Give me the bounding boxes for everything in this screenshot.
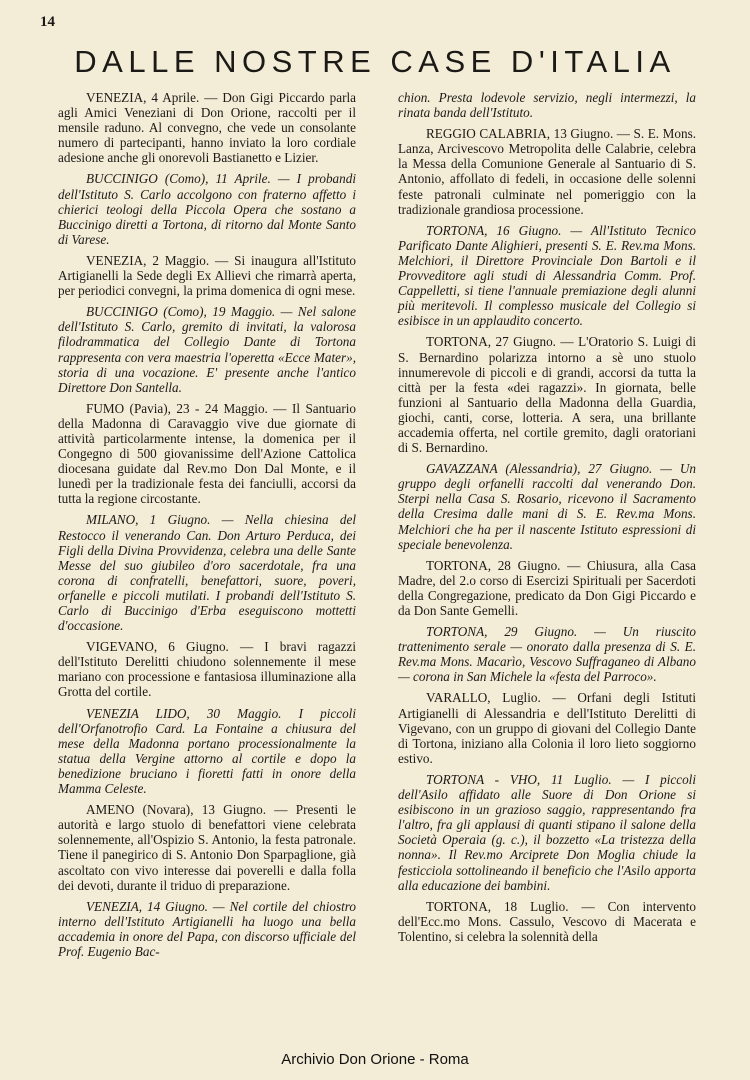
news-entry: TORTONA, 29 Giugno. — Un riuscito trattenimento serale — onorato dalla presenza di S. E. Rev.ma Mons. Macarìo, Vescovo Suffraganeo di Albano — corona in San Michele la «festa del Parroco».	[398, 624, 696, 685]
news-entry: TORTONA - VHO, 11 Luglio. — I piccoli dell'Asilo affidato alle Suore di Don Orione si esibiscono in un grazioso saggio, rappresentando fra l'altro, fra gli applausi di quanti stipano il salone della Società Operaia (g. c.), il bozzetto «La tristezza della nonna». Il Rev.mo Arciprete Don Moglia chiude la festicciola sottolineando il beneficio che l'Asilo apporta alla educazione dei bambini.	[398, 771, 696, 893]
archive-footer: Archivio Don Orione - Roma	[281, 1051, 469, 1068]
news-entry: BUCCINIGO (Como), 11 Aprile. — I probandi dell'Istituto S. Carlo accolgono con fraterno affetto i chierici teologi della Piccola Opera che sostano a Buccinigo diretti a Tortona, di ritorno dal Monte Santo di Varese.	[58, 171, 356, 247]
news-entry: VENEZIA, 4 Aprile. — Don Gigi Piccardo parla agli Amici Veneziani di Don Orione, raccolti per il mensile raduno. Al convegno, che vede un consolante numero di partecipanti, hanno inviato la loro cordiale adesione anche gli onorevoli Bastianetto e Lizier.	[58, 90, 356, 166]
news-entry: AMENO (Novara), 13 Giugno. — Presenti le autorità e largo stuolo di benefattori viene celebrata solennemente, all'Ospizio S. Antonio, la festa patronale. Tiene il panegirico di S. Antonio Don Sparpaglione, già ascoltato con vivo interesse dai poverelli e dalla folla dei devoti, durante il triduo di preparazione.	[58, 802, 356, 893]
news-entry: VENEZIA, 14 Giugno. — Nel cortile del chiostro interno dell'Istituto Artigianelli ha luogo una bella accademia in onore del Papa, con discorso ufficiale del Prof. Eugenio Bac-	[58, 898, 356, 959]
news-entry: MILANO, 1 Giugno. — Nella chiesina del Restocco il venerando Can. Don Arturo Perduca, dei Figli della Divina Provvidenza, celebra una delle Sante Messe del suo giubileo d'oro sacerdotale, fra una corona di confratelli, benefattori, suore, poveri, orfanelle e piccoli mutilati. I probandi dell'Istituto S. Carlo di Buccinigo d'Erba eseguiscono mottetti d'occasione.	[58, 512, 356, 634]
news-entry: TORTONA, 27 Giugno. — L'Oratorio S. Luigi di S. Bernardino polarizza intorno a sè uno stuolo innumerevole di piccoli e di grandi, accorsi da tutta la città per la festa «dei ragazzi». In giornata, belle funzioni al Santuario della Madonna della Guardia, giochi, canti, corse, lotteria. A sera, una brillante accademia offerta, nel cortile gremito, dagli oratoriani di S. Bernardino.	[398, 334, 696, 456]
news-entry: TORTONA, 28 Giugno. — Chiusura, alla Casa Madre, del 2.o corso di Esercizi Spirituali per Sacerdoti della Congregazione, predicato da Don Gigi Piccardo e da Don Sante Gemelli.	[398, 557, 696, 618]
right-column	[398, 90, 696, 950]
news-entry: GAVAZZANA (Alessandria), 27 Giugno. — Un gruppo degli orfanelli raccolti dal venerando Don. Sterpi nella Casa S. Rosario, ricevono il Sacramento della Cresima dalle mani di S. E. Rev.ma Mons. Melchiori che ha per il nascente Istituto espressioni di speciale benevolenza.	[398, 461, 696, 552]
news-entry: chion. Presta lodevole servizio, negli intermezzi, la rinata banda dell'Istituto.	[398, 90, 696, 121]
news-entry: VARALLO, Luglio. — Orfani degli Istituti Artigianelli di Alessandria e dell'Istituto Derelitti di Vigevano, con un gruppo di giovani del Collegio Dante di Tortona, iniziano alla Colonia il loro lieto soggiorno estivo.	[398, 690, 696, 766]
page-number: 14	[40, 14, 55, 30]
page-title: DALLE NOSTRE CASE D'ITALIA	[74, 44, 676, 79]
news-entry: REGGIO CALABRIA, 13 Giugno. — S. E. Mons. Lanza, Arcivescovo Metropolita delle Calabrie, celebra la Messa della Comunione Generale al Santuario di S. Antonio, affollato di fedeli, in occasione delle solenni feste patronali culminate nel pomeriggio con la tradizionale grandiosa processione.	[398, 126, 696, 217]
news-entry: VENEZIA, 2 Maggio. — Si inaugura all'Istituto Artigianelli la Sede degli Ex Allievi che rimarrà aperta, per periodici convegni, la prima domenica di ogni mese.	[58, 252, 356, 299]
left-column	[58, 90, 356, 965]
news-entry: TORTONA, 18 Luglio. — Con intervento dell'Ecc.mo Mons. Cassulo, Vescovo di Macerata e Tolentino, si celebra la solennità della	[398, 898, 696, 944]
news-entry: VIGEVANO, 6 Giugno. — I bravi ragazzi dell'Istituto Derelitti chiudono solennemente il mese mariano con processione e fantasiosa illuminazione alla Grotta del cortile.	[58, 639, 356, 700]
news-entry: VENEZIA LIDO, 30 Maggio. I piccoli dell'Orfanotrofio Card. La Fontaine a chiusura del mese della Madonna portano processionalmente la statua della Vergine attorno al cortile e dopo la benedizione bruciano i fioretti fatti in onore della Mamma Celeste.	[58, 705, 356, 797]
news-entry: BUCCINIGO (Como), 19 Maggio. — Nel salone dell'Istituto S. Carlo, gremito di invitati, la valorosa filodrammatica del Collegio Dante di Tortona rappresenta con vera maestria l'operetta «Ecce Mater», storia di una vocazione. E' presente anche l'antico Direttore Don Santella.	[58, 304, 356, 395]
news-entry: TORTONA, 16 Giugno. — All'Istituto Tecnico Parificato Dante Alighieri, presenti S. E. Rev.ma Mons. Melchiori, il Direttore Provinciale Don Bartoli e il Provveditore agli studi di Alessandria Comm. Prof. Cappelletti, si tiene l'annuale premiazione degli alunni più meritevoli. Il complesso musicale del Collegio si esibisce in un applaudito concerto.	[398, 222, 696, 329]
news-entry: FUMO (Pavia), 23 - 24 Maggio. — Il Santuario della Madonna di Caravaggio vive due giornate di attività particolarmente intense, la domenica per il Congegno di 500 giovanissime dell'Azione Cattolica diocesana guidate dal Rev.mo Don Dal Monte, e il lunedì per la tradizionale festa dei fanciulli, accorsi da tutta la regione circostante.	[58, 400, 356, 507]
